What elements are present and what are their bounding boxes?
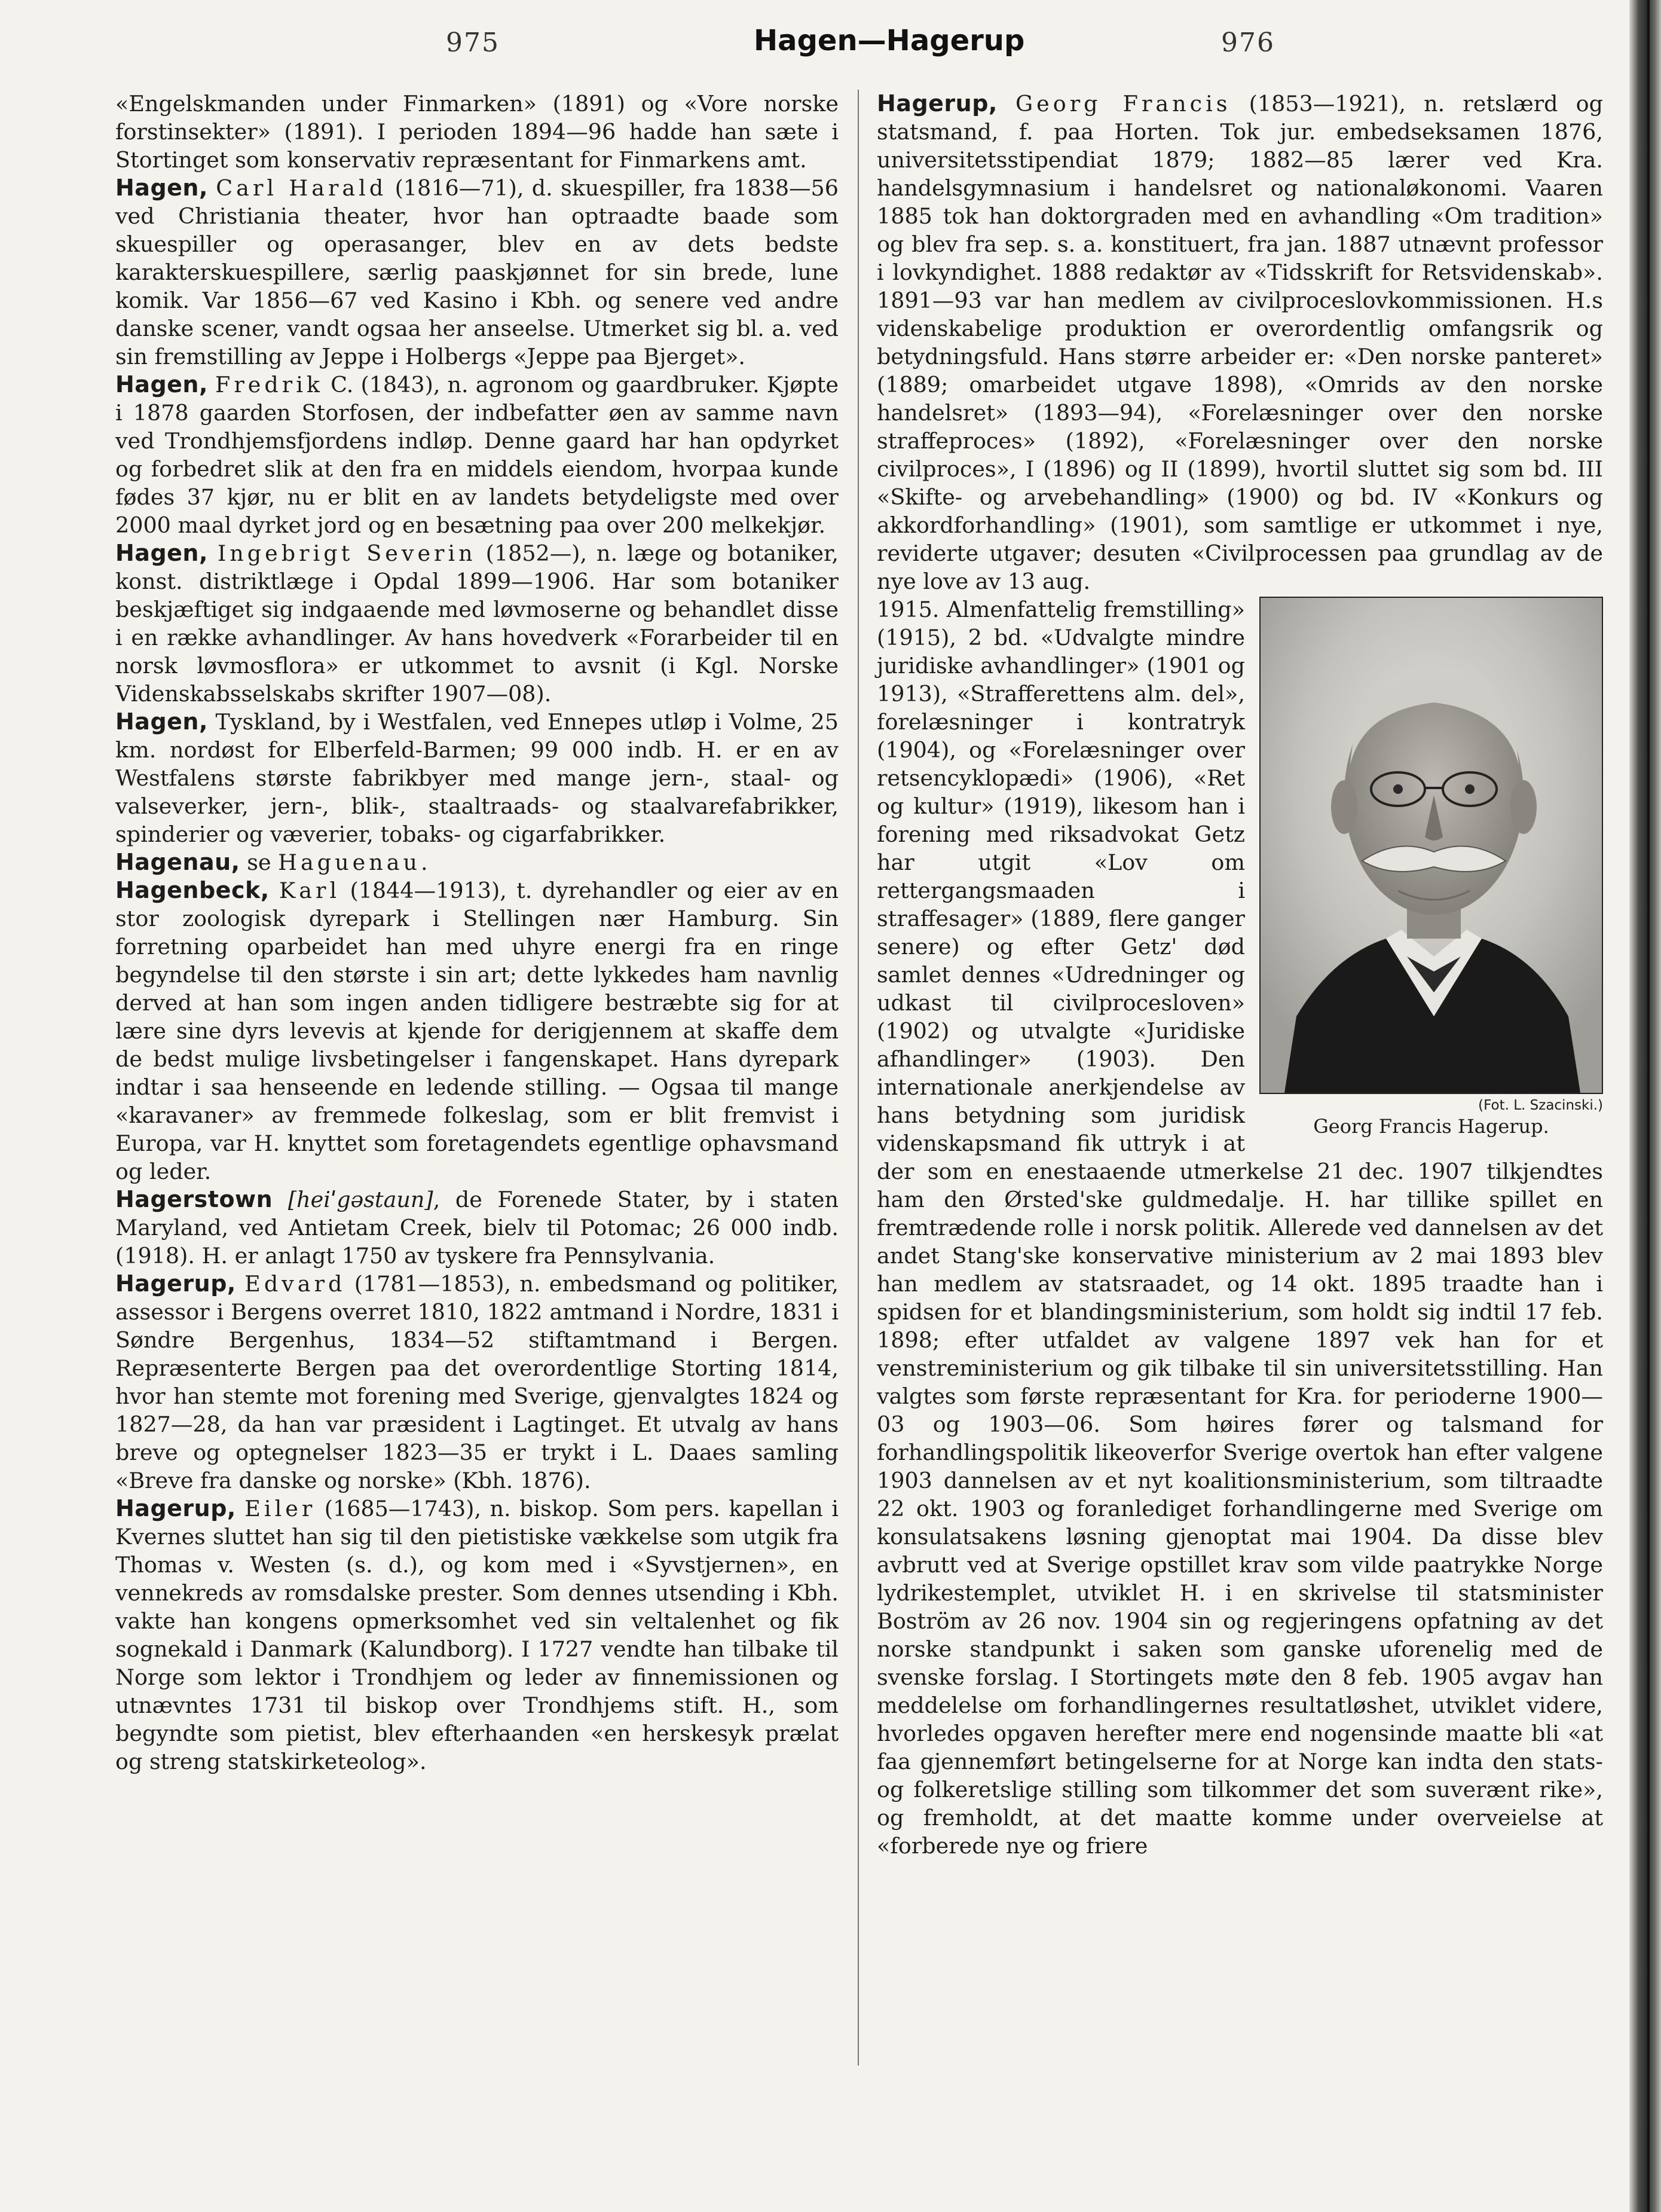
forename: Carl Harald <box>216 175 387 201</box>
headword: Hagen, <box>115 371 208 398</box>
headword: Hagerup, <box>115 1270 236 1297</box>
portrait-photo <box>1259 597 1603 1094</box>
running-head: Hagen—Hagerup <box>754 24 1025 57</box>
forename: Fredrik <box>215 372 324 398</box>
entry-continuation-with-photo: (Fot. L. Szacinski.) Georg Francis Hagerup. 1915. Almenfattelig fremstilling» (1915), 2 bd. «Udvalgte mindre juridiske avhandlinger» (1901 og 1913), «Strafferettens alm. del», forelæsninger i kontratryk (1904), og «Forelæsninger over retsencyklopædi» (1906), «Ret og kultur» (1919), likesom han i forening med riksadvokat Getz har utgit «Lov om rettergangsmaaden i straffesager» (1889, flere ganger senere) og efter Getz' død samlet dennes «Udredninger og udkast til civilprocesloven» (1902) og utvalgte «Juridiske afhandlinger» (1903). Den internationale anerkjendelse av hans betydning som juridisk videnskapsmand fik uttryk i at der som en enestaaende utmerkelse 21 dec. 1907 tilkjendtes ham den Ørsted'ske guldmedalje. H. har tillike spillet en fremtrædende rolle i norsk politik. Allerede ved dannelsen av det andet Stang'ske konservative ministerium av 2 mai 1893 blev han medlem av statsraadet, og 14 okt. 1895 traadte han i spidsen for et blandingsministerium, som holdt sig indtil 17 feb. 1898; efter utfaldet av valgene 1897 vek han for et venstreministerium og gik tilbake til sin universitetsstilling. Han valgtes som første repræsentant for Kra. for perioderne 1900—03 og 1903—06. Som høires fører og talsmand for forhandlingspolitik likeoverfor Sverige overtok han efter valgene 1903 dannelsen av et nyt koalitionsministerium, som tiltraadte 22 okt. 1903 og foranlediget forhandlingerne med Sverige om konsulatsakens løsning gjenoptat mai 1904. Da disse blev avbrutt ved at Sverige opstillet krav som vilde paatrykke Norge lydrikestemplet, utviklet H. i en skrivelse til statsminister Boström av 26 nov. 1904 sin og regjeringens opfatning av det norske standpunkt i saken som ganske uforenelig med de svenske forslag. I Stortingets møte den 8 feb. 1905 avgav han meddelelse om forhandlingernes resultatløshet, utviklet videre, hvorledes opgaven herefter mere end nogensinde maatte bli «at faa gjennemført betingelserne for at Norge kan indta den stats- og folkeretslige stilling som tilkommer det som suverænt rike», og fremholdt, at det maatte komme under overveielse at «forberede nye og friere <box>877 597 1603 1859</box>
column-divider <box>858 90 859 2066</box>
right-column <box>877 90 1603 1860</box>
forename: Eiler <box>244 1496 316 1521</box>
book-binding-edge <box>1629 0 1661 2212</box>
entry-hagerup-edvard: Hagerup, Edvard (1781—1853), n. embedsmand og politiker, assessor i Bergens overret 1810, 1822 amtmand i Nordre, 1831 i Søndre Bergenhus, 1834—52 stiftamtmand i Bergen. Repræsenterte Bergen paa det overordentlige Storting 1814, hvor han stemte mot forening med Sverige, gjenvalgtes 1824 og 1827—28, da han var præsident i Lagtinget. Et utvalg av hans breve og optegnelser 1823—35 er trykt i L. Daaes samling «Breve fra danske og norske» (Kbh. 1876). <box>115 1270 839 1493</box>
headword: Hagenau, <box>115 849 240 875</box>
forename: Ingebrigt Severin <box>217 540 476 566</box>
entry-hagenbeck: Hagenbeck, Karl (1844—1913), t. dyrehandler og eier av en stor zoologisk dyrepark i Stellingen nær Hamburg. Sin forretning oparbeidet han med uhyre energi fra en ringe begyndelse til den største i sin art; dette lykkedes ham navnlig derved at han som ingen anden tidligere bestræbte sig for at lære sine dyrs levevis at kjende for derigjennem at skaffe dem de bedst mulige livsbetingelser i fangenskapet. Hans dyrepark indtar i saa henseende en ledende stilling. — Ogsaa til mange «karavaner» av fremmede folkeslag, som er blit fremvist i Europa, var H. knyttet som foretagendets egentlige ophavsmand og leder. <box>115 877 839 1184</box>
forename: Edvard <box>244 1271 346 1297</box>
entry-hagen-carl-harald: Hagen, Carl Harald (1816—71), d. skuespiller, fra 1838—56 ved Christiania theater, hvor han optraadte baade som skuespiller og operasanger, blev en av dets bedste karakterskuespillere, særlig paaskjønnet for sin brede, lune komik. Var 1856—67 ved Kasino i Kbh. og senere ved andre danske scener, vandt ogsaa her anseelse. Utmerket sig bl. a. ved sin fremstilling av Jeppe i Holbergs «Jeppe paa Bjerget». <box>115 175 839 369</box>
entry-hagen-fredrik: Hagen, Fredrik C. (1843), n. agronom og gaardbruker. Kjøpte i 1878 gaarden Storfosen, der indbefatter øen av samme navn ved Trondhjemsfjordens indløp. Denne gaard har han opdyrket og forbedret slik at den fra en middels eiendom, hvorpaa kunde fødes 37 kjør, nu er blit en av landets betydeligste med over 2000 maal dyrket jord og en besætning paa over 200 melkekjør. <box>115 371 839 538</box>
forename: Georg Francis <box>1015 91 1231 117</box>
entry-hagen-town: Hagen, Tyskland, by i Westfalen, ved Ennepes utløp i Volme, 25 km. nordøst for Elberfeld-Barmen; 99 000 indb. H. er en av Westfalens største fabrikbyer med mange jern-, staal- og valseverker, jern-, blik-, staaltraads- og staalvarefabrikker, spinderier og væverier, tobaks- og cigarfabrikker. <box>115 708 839 847</box>
left-column <box>115 90 839 1776</box>
page-number-right: 976 <box>1221 28 1275 58</box>
headword: Hagerup, <box>877 90 998 117</box>
page-number-left: 975 <box>446 28 500 58</box>
headword: Hagen, <box>115 175 208 201</box>
pronunciation: [heiˈgəstaun] <box>287 1187 433 1212</box>
cross-reference: Haguenau. <box>278 850 432 875</box>
entry-hagerup-georg-francis: Hagerup, Georg Francis (1853—1921), n. retslærd og statsmand, f. paa Horten. Tok jur. embedseksamen 1876, universitetsstipendiat 1879; 1882—85 lærer ved Kra. handelsgymnasium i handelsret og nationaløkonomi. Vaaren 1885 tok han doktorgraden med en avhandling «Om tradition» og blev fra sep. s. a. konstituert, fra jan. 1887 utnævnt professor i lovkyndighet. 1888 redaktør av «Tidsskrift for Retsvidenskab». 1891—93 var han medlem av civilproceslovkommissionen. H.s videnskabelige produktion er overordentlig omfangsrik og betydningsfuld. Hans større arbeider er: «Den norske panteret» (1889; omarbeidet utgave 1898), «Omrids av den norske handelsret» (1893—94), «Forelæsninger over den norske straffeproces» (1892), «Forelæsninger over den norske civilproces», I (1896) og II (1899), hvortil sluttet sig som bd. III «Skifte- og arvebehandling» (1900) og bd. IV «Konkurs og akkordforhandling» (1901), som samtlige er utkommet i nye, reviderte utgaver; desuten «Civilprocessen paa grundlag av de nye love av 13 aug. <box>877 90 1603 594</box>
headword: Hagerstown <box>115 1186 273 1212</box>
forename: Karl <box>279 878 341 903</box>
entry-hagen-ingebrigt: Hagen, Ingebrigt Severin (1852—), n. læge og botaniker, konst. distriktlæge i Opdal 1899—1906. Har som botaniker beskjæftiget sig indgaaende med løvmoserne og behandlet disse i en række avhandlinger. Av hans hovedverk «Forarbeider til en norsk løvmosflora» er utkommet to avsnit (i Kgl. Norske Videnskabsselskabs skrifter 1907—08). <box>115 540 839 707</box>
entry-hagenau: Hagenau, se Haguenau. <box>115 849 432 875</box>
portrait-illustration <box>1261 598 1602 1093</box>
portrait-figure <box>1259 597 1603 1138</box>
entry-hagerup-eiler: Hagerup, Eiler (1685—1743), n. biskop. Som pers. kapellan i Kvernes sluttet han sig til den pietistiske vækkelse som utgik fra Thomas v. Westen (s. d.), og kom med i «Syvstjernen», en vennekreds av romsdalske prester. Som dennes utsending i Kbh. vakte han kongens opmerksomhet ved sin veltalenhet og fik sognekald i Danmark (Kalundborg). I 1727 vendte han tilbake til Norge som lektor i Trondhjem og leder av finnemissionen og utnævntes 1731 til biskop over Trondhjems stift. H., som begyndte som pietist, blev efterhaanden «en herskesyk prælat og streng statskirketeolog». <box>115 1495 839 1774</box>
photo-credit: (Fot. L. Szacinski.) <box>1478 1098 1603 1113</box>
photo-caption: Georg Francis Hagerup. <box>1313 1115 1549 1138</box>
headword: Hagen, <box>115 540 208 566</box>
entry-hagerstown: Hagerstown [heiˈgəstaun], de Forenede Stater, by i staten Maryland, ved Antietam Creek, bielv til Potomac; 26 000 indb. (1918). H. er anlagt 1750 av tyskere fra Pennsylvania. <box>115 1186 839 1269</box>
entry-continuation: «Engelskmanden under Finmarken» (1891) og «Vore norske forstinsekter» (1891). I perioden 1894—96 hadde han sæte i Stortinget som konservativ repræsentant for Finmarkens amt. <box>115 91 839 173</box>
headword: Hagen, <box>115 708 208 735</box>
headword: Hagerup, <box>115 1495 236 1521</box>
headword: Hagenbeck, <box>115 877 270 903</box>
